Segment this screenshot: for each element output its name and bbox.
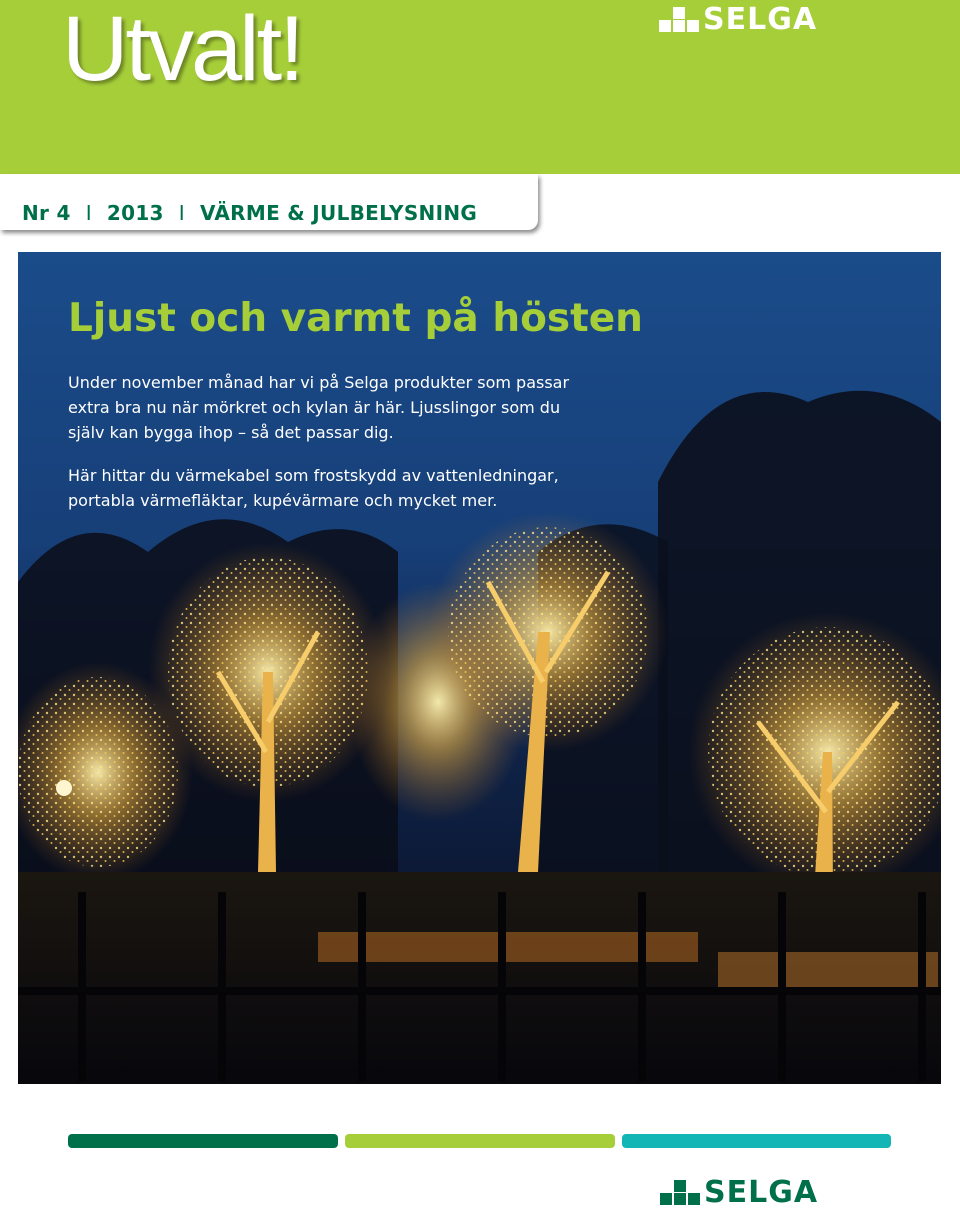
issue-separator: I — [178, 201, 185, 225]
issue-info — [22, 199, 477, 227]
selga-mark-icon — [660, 1180, 700, 1206]
selga-logo-footer[interactable] — [660, 1175, 819, 1210]
text-line: själv kan bygga ihop – så det passar dig. — [68, 423, 394, 442]
selga-wordmark: SELGA — [704, 1175, 819, 1210]
text-line: portabla värmefläktar, kupévärmare och mycket mer. — [68, 491, 498, 510]
text-line: Här hittar du värmekabel som frostskydd av vattenledningar, — [68, 466, 559, 485]
selga-logo-header[interactable] — [659, 2, 818, 37]
issue-number: Nr 4 — [22, 201, 71, 225]
page-headline: Utvalt! — [62, 0, 302, 100]
issue-year: 2013 — [106, 201, 164, 225]
text-line: extra bra nu när mörkret och kylan är här. Ljusslingor som du — [68, 398, 561, 417]
article-paragraph — [68, 463, 668, 513]
selga-wordmark: SELGA — [703, 2, 818, 37]
article-title: Ljust och varmt på hösten — [68, 296, 643, 341]
text-line: Under november månad har vi på Selga produkter som passar — [68, 373, 570, 392]
color-bar-teal — [622, 1134, 891, 1148]
article-body — [68, 370, 668, 513]
color-bar-lime — [345, 1134, 615, 1148]
article-paragraph — [68, 370, 668, 445]
header-banner — [0, 0, 960, 174]
issue-topic: VÄRME & JULBELYSNING — [199, 201, 478, 225]
color-bar-dark-green — [68, 1134, 338, 1148]
color-bars — [68, 1134, 891, 1148]
selga-mark-icon — [659, 7, 699, 33]
issue-separator: I — [85, 201, 92, 225]
